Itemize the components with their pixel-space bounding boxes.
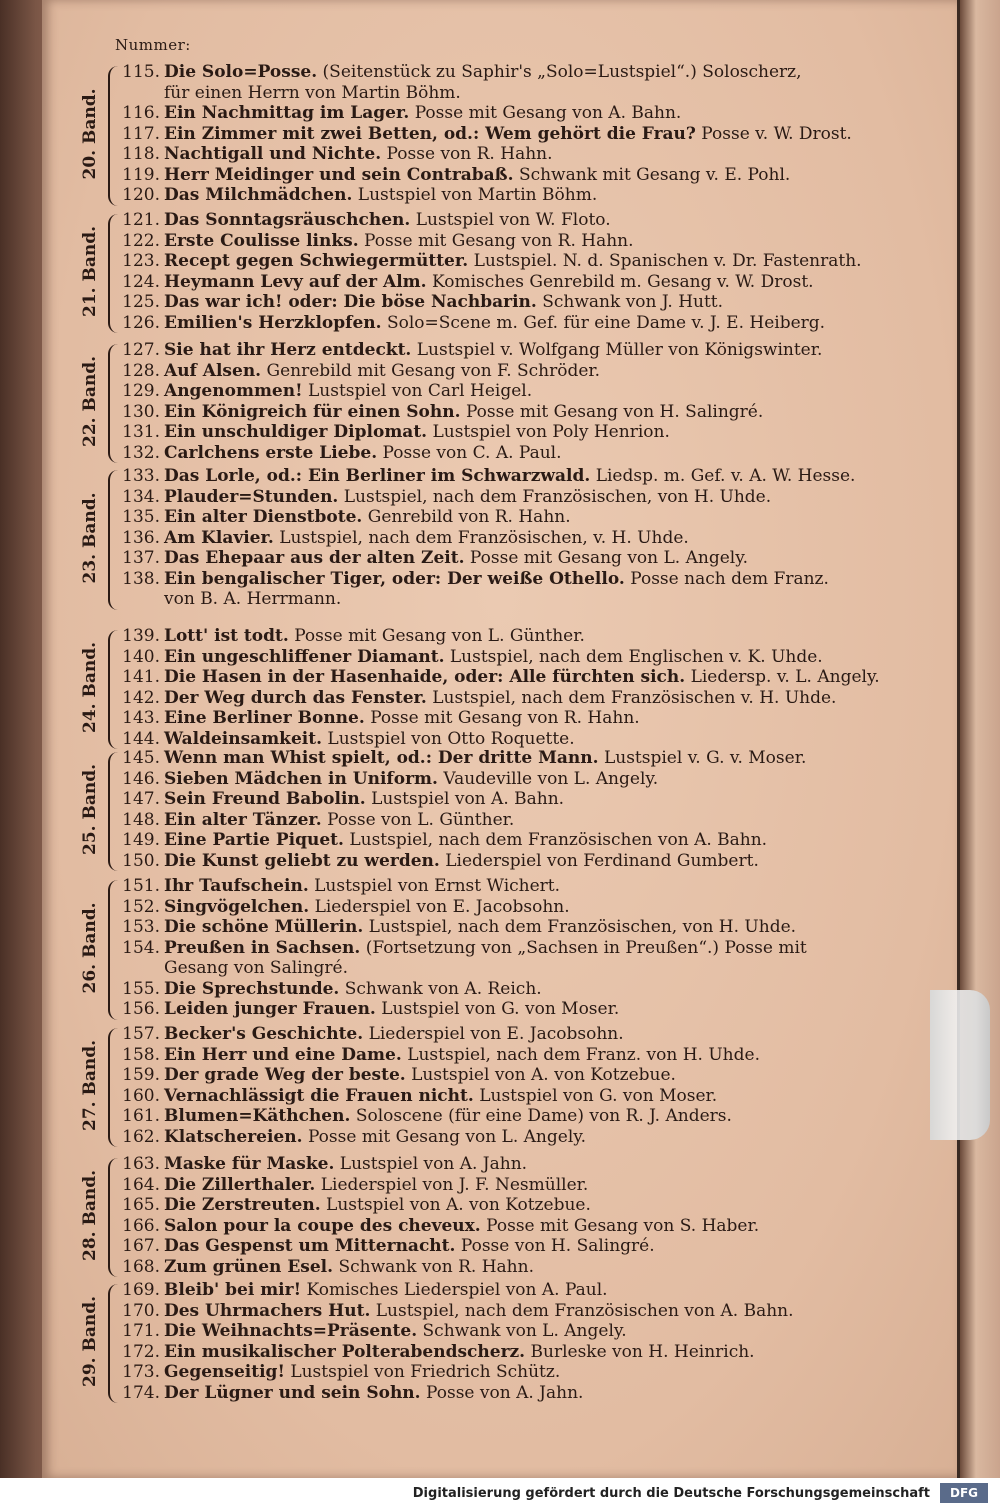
entry-title: Das Ehepaar aus der alten Zeit. — [164, 548, 465, 568]
catalog-entry — [118, 103, 920, 123]
catalog-entry — [118, 1106, 920, 1126]
entry-title: Des Uhrmachers Hut. — [164, 1300, 371, 1321]
entry-number: 141. — [122, 667, 160, 687]
entry-description: Lustspiel. N. d. Spanischen v. Dr. Fastenrath. — [473, 251, 862, 271]
catalog-entry — [118, 1154, 920, 1174]
entry-title: Eine Berliner Bonne. — [164, 708, 365, 728]
entry-number: 170. — [122, 1300, 160, 1321]
entry-title: Waldeinsamkeit. — [164, 728, 323, 749]
entry-title: Klatschereien. — [164, 1126, 303, 1147]
entry-description: (Seitenstück zu Saphir's „Solo=Lustspiel“.) Soloscherz, — [322, 62, 802, 82]
entry-title: Die Zillerthaler. — [164, 1174, 316, 1195]
entry-title: Lott' ist todt. — [164, 626, 289, 646]
entry-description: Lustspiel, nach dem Franz. von H. Uhde. — [407, 1044, 760, 1065]
entry-description: Posse von A. Jahn. — [426, 1382, 584, 1403]
band-group — [80, 1154, 820, 1277]
catalog-entry — [118, 402, 920, 422]
footer-credit: Digitalisierung gefördert durch die Deutsche Forschungsgemeinschaft — [412, 1486, 930, 1501]
entry-number: 132. — [122, 442, 160, 463]
band-group — [80, 1024, 820, 1147]
entry-title: Ein Zimmer mit zwei Betten, od.: Wem gehört die Frau? — [164, 123, 696, 144]
entry-description: Lustspiel von A. von Kotzebue. — [411, 1065, 676, 1085]
entry-title: Ein unschuldiger Diplomat. — [164, 422, 428, 442]
catalog-entry — [118, 231, 920, 251]
band-group — [80, 626, 880, 749]
entry-title: Wenn man Whist spielt, od.: Der dritte Mann. — [164, 748, 599, 768]
catalog-entry — [118, 626, 920, 646]
entry-number: 118. — [122, 144, 160, 164]
entry-description: Lustspiel von A. Jahn. — [339, 1154, 528, 1174]
entry-number: 144. — [122, 728, 160, 749]
entry-description: Lustspiel, nach dem Französischen von A. Bahn. — [375, 1300, 794, 1321]
entry-number: 128. — [122, 360, 160, 381]
entry-number: 168. — [122, 1256, 160, 1277]
entry-description: Lustspiel von A. Bahn. — [371, 789, 565, 809]
entry-description: Posse mit Gesang von R. Hahn. — [370, 708, 640, 728]
page-clip-tab — [930, 990, 990, 1140]
entry-description: Lustspiel von Friedrich Schütz. — [290, 1362, 561, 1382]
catalog-entry — [118, 507, 920, 527]
catalog-entry — [118, 1216, 920, 1236]
entry-description: Schwank von J. Hutt. — [542, 292, 724, 312]
entry-description: Burleske von H. Heinrich. — [530, 1341, 755, 1362]
entry-description: Schwank von R. Hahn. — [338, 1256, 534, 1277]
entry-description: Lustspiel, nach dem Französischen, v. H. Uhde. — [279, 527, 689, 548]
catalog-entry — [118, 443, 920, 463]
band-group — [80, 340, 823, 463]
entry-number: 140. — [122, 646, 160, 667]
catalog-entry — [118, 1065, 920, 1085]
entry-number: 122. — [122, 230, 160, 251]
entry-number: 142. — [122, 687, 160, 708]
entry-number: 166. — [122, 1215, 160, 1236]
catalog-entry — [118, 1301, 920, 1321]
entry-title: Der grade Weg der beste. — [164, 1065, 406, 1085]
entry-description: Liedersp. v. L. Angely. — [690, 667, 880, 687]
band-label: 27. Band. — [80, 1039, 100, 1132]
entry-description: Lustspiel, nach dem Französischen, von H. Uhde. — [368, 917, 797, 937]
entry-title: Die Zerstreuten. — [164, 1195, 321, 1215]
band-group — [80, 876, 820, 1020]
entry-description: Genrebild von R. Hahn. — [367, 507, 571, 527]
entry-number: 116. — [122, 103, 160, 123]
entry-number: 115. — [122, 62, 160, 82]
entry-description: Komisches Liederspiel von A. Paul. — [306, 1280, 608, 1300]
entry-title: Die Hasen in der Hasenhaide, oder: Alle fürchten sich. — [164, 667, 686, 687]
entry-title: Das Lorle, od.: Ein Berliner im Schwarzwald. — [164, 466, 591, 486]
catalog-entry — [118, 1024, 920, 1044]
entry-description: Lustspiel von Ernst Wichert. — [314, 876, 561, 896]
band-label: 22. Band. — [80, 355, 100, 448]
band-label: 29. Band. — [80, 1295, 100, 1388]
entry-number: 139. — [122, 626, 160, 646]
entry-number: 160. — [122, 1085, 160, 1106]
entry-number: 136. — [122, 527, 160, 548]
entry-title: Erste Coulisse links. — [164, 230, 359, 251]
entry-description: Liedsp. m. Gef. v. A. W. Hesse. — [595, 466, 856, 486]
band-group — [80, 62, 852, 206]
entry-description: Liederspiel von J. F. Nesmüller. — [320, 1174, 589, 1195]
entry-number: 161. — [122, 1106, 160, 1126]
catalog-entry — [118, 1236, 920, 1256]
catalog-entry — [118, 144, 920, 164]
entry-number: 155. — [122, 978, 160, 999]
entry-number: 131. — [122, 422, 160, 442]
entry-title: Sieben Mädchen in Uniform. — [164, 768, 438, 789]
entry-number: 133. — [122, 466, 160, 486]
entry-number: 150. — [122, 850, 160, 871]
entry-title: Das war ich! oder: Die böse Nachbarin. — [164, 292, 537, 312]
catalog-entry — [118, 1195, 920, 1215]
entry-title: Heymann Levy auf der Alm. — [164, 271, 427, 292]
entry-description: Genrebild mit Gesang von F. Schröder. — [266, 360, 601, 381]
entry-number: 151. — [122, 876, 160, 896]
entry-description: Lustspiel, nach dem Französischen, von H. Uhde. — [343, 486, 772, 507]
entry-number: 120. — [122, 185, 160, 205]
entry-title: Singvögelchen. — [164, 896, 310, 917]
catalog-entry — [118, 979, 920, 999]
entry-number: 130. — [122, 401, 160, 422]
entry-description: Posse mit Gesang von L. Angely. — [469, 548, 748, 568]
catalog-entry — [118, 851, 920, 871]
catalog-entry — [118, 708, 920, 728]
entry-title: Becker's Geschichte. — [164, 1024, 364, 1044]
entry-number: 164. — [122, 1174, 160, 1195]
entry-description: Vaudeville von L. Angely. — [443, 768, 659, 789]
catalog-entry — [118, 1362, 920, 1382]
entry-title: Salon pour la coupe des cheveux. — [164, 1215, 481, 1236]
entry-number: 163. — [122, 1154, 160, 1174]
entry-description: Schwank mit Gesang v. E. Pohl. — [518, 164, 791, 185]
catalog-entry — [118, 917, 920, 937]
entry-number: 171. — [122, 1321, 160, 1341]
entry-description: Lustspiel v. Wolfgang Müller von Königswinter. — [416, 340, 823, 360]
entry-description: Soloscene (für eine Dame) von R. J. Anders. — [355, 1106, 732, 1126]
entry-title: Herr Meidinger und sein Contrabaß. — [164, 164, 514, 185]
entry-title: Das Milchmädchen. — [164, 185, 353, 205]
entry-number: 149. — [122, 830, 160, 850]
entry-number: 154. — [122, 937, 160, 958]
entry-description: Lustspiel von Otto Roquette. — [327, 728, 575, 749]
entry-description: Lustspiel von W. Floto. — [415, 210, 611, 230]
band-group — [80, 748, 820, 871]
catalog-entry — [118, 381, 920, 401]
catalog-entry — [118, 999, 920, 1019]
catalog-entry — [118, 876, 920, 896]
catalog-entry — [118, 340, 920, 360]
entry-title: Ein Nachmittag im Lager. — [164, 103, 410, 123]
entry-title: Carlchens erste Liebe. — [164, 442, 378, 463]
entry-title: Emilien's Herzklopfen. — [164, 312, 382, 333]
entry-number: 117. — [122, 123, 160, 144]
entry-title: Der Lügner und sein Sohn. — [164, 1382, 421, 1403]
entry-number: 156. — [122, 999, 160, 1019]
entry-title: Sein Freund Babolin. — [164, 789, 366, 809]
entry-title: Eine Partie Piquet. — [164, 830, 344, 850]
entry-description: Posse von H. Salingré. — [460, 1236, 655, 1256]
catalog-entry — [118, 1045, 920, 1065]
book-edge-right — [960, 0, 1000, 1509]
catalog-entry — [118, 938, 920, 958]
catalog-entry — [118, 667, 920, 687]
entry-title: Ein musikalischer Polterabendscherz. — [164, 1341, 526, 1362]
entry-title: Die Kunst geliebt zu werden. — [164, 850, 440, 871]
entry-number: 137. — [122, 548, 160, 568]
entry-number: 126. — [122, 312, 160, 333]
entry-number: 127. — [122, 340, 160, 360]
entry-description: Posse von R. Hahn. — [386, 144, 553, 164]
catalog-entry — [118, 1342, 920, 1362]
entry-description: Liederspiel von Ferdinand Gumbert. — [445, 850, 759, 871]
catalog-entry — [118, 897, 920, 917]
catalog-entry — [118, 769, 920, 789]
entry-description: Lustspiel, nach dem Französischen von A. Bahn. — [349, 830, 768, 850]
catalog-entry — [118, 748, 920, 768]
entry-description: Lustspiel von Poly Henrion. — [432, 422, 670, 442]
entry-description: Posse von C. A. Paul. — [382, 442, 562, 463]
entry-number: 134. — [122, 486, 160, 507]
digitization-footer — [0, 1478, 1000, 1509]
entry-description: Posse mit Gesang von S. Haber. — [486, 1215, 760, 1236]
entry-title: Leiden junger Frauen. — [164, 999, 376, 1019]
entry-description: Lustspiel, nach dem Englischen v. K. Uhde. — [449, 646, 823, 667]
entry-description: Liederspiel von E. Jacobsohn. — [368, 1024, 624, 1044]
entry-description: Lustspiel, nach dem Französischen v. H. Uhde. — [432, 687, 837, 708]
catalog-entry — [118, 1175, 920, 1195]
entry-title: Gegenseitig! — [164, 1362, 285, 1382]
band-label: 24. Band. — [80, 641, 100, 734]
catalog-entry — [118, 422, 920, 442]
entry-title: Ein Königreich für einen Sohn. — [164, 401, 461, 422]
entry-description: Posse mit Gesang von H. Salingré. — [465, 401, 764, 422]
band-group — [80, 210, 862, 333]
entry-number: 153. — [122, 917, 160, 937]
entry-number: 147. — [122, 789, 160, 809]
entry-title: Das Sonntagsräuschchen. — [164, 210, 411, 230]
entry-title: Ein Herr und eine Dame. — [164, 1044, 402, 1065]
entry-number: 123. — [122, 251, 160, 271]
entry-number: 121. — [122, 210, 160, 230]
band-label: 25. Band. — [80, 763, 100, 856]
catalog-entry — [118, 688, 920, 708]
catalog-entry — [118, 548, 920, 568]
catalog-entry — [118, 569, 920, 589]
catalog-entry — [118, 528, 920, 548]
entry-number: 152. — [122, 896, 160, 917]
catalog-entry — [118, 647, 920, 667]
entry-description: Schwank von A. Reich. — [344, 978, 542, 999]
catalog-entry — [118, 165, 920, 185]
entry-description: Lustspiel von G. von Moser. — [479, 1085, 718, 1106]
entry-title: Nachtigall und Nichte. — [164, 144, 382, 164]
entry-description: Posse mit Gesang von R. Hahn. — [364, 230, 634, 251]
catalog-entry — [118, 185, 920, 205]
entry-description: Solo=Scene m. Gef. für eine Dame v. J. E. Heiberg. — [386, 312, 826, 333]
catalog-entry — [118, 1383, 920, 1403]
entry-title: Die Sprechstunde. — [164, 978, 340, 999]
entry-title: Die Solo=Posse. — [164, 62, 318, 82]
entry-number: 135. — [122, 507, 160, 527]
entry-title: Maske für Maske. — [164, 1154, 335, 1174]
entry-title: Ein ungeschliffener Diamant. — [164, 646, 445, 667]
entry-title: Die schöne Müllerin. — [164, 917, 364, 937]
entry-title: Ein alter Dienstbote. — [164, 507, 363, 527]
catalog-entry — [118, 1086, 920, 1106]
band-label: 21. Band. — [80, 225, 100, 318]
entry-title: Das Gespenst um Mitternacht. — [164, 1236, 456, 1256]
entry-number: 157. — [122, 1024, 160, 1044]
catalog-entry — [118, 789, 920, 809]
entry-number: 143. — [122, 708, 160, 728]
entry-description: Posse v. W. Drost. — [701, 123, 852, 144]
entry-description: Liederspiel von E. Jacobsohn. — [314, 896, 570, 917]
catalog-entry — [118, 1127, 920, 1147]
entry-number: 138. — [122, 568, 160, 589]
entry-number: 124. — [122, 271, 160, 292]
entry-title: Zum grünen Esel. — [164, 1256, 334, 1277]
entry-description: Lustspiel von Martin Böhm. — [357, 185, 598, 205]
band-group — [80, 466, 856, 610]
column-header: Nummer: — [115, 36, 191, 54]
entry-title: Auf Alsen. — [164, 360, 262, 381]
entry-description: Posse von L. Günther. — [327, 809, 515, 830]
entry-title: Bleib' bei mir! — [164, 1280, 302, 1300]
entry-description: Posse nach dem Franz. — [630, 568, 829, 589]
catalog-entry — [118, 1257, 920, 1277]
catalog-entry — [118, 487, 920, 507]
entry-number: 129. — [122, 381, 160, 401]
entry-description: Schwank von L. Angely. — [422, 1321, 627, 1341]
entry-title: Recept gegen Schwiegermütter. — [164, 251, 469, 271]
entry-title: Plauder=Stunden. — [164, 486, 339, 507]
entry-continuation: von B. A. Herrmann. — [164, 589, 342, 609]
entry-title: Der Weg durch das Fenster. — [164, 687, 427, 708]
entry-number: 167. — [122, 1236, 160, 1256]
catalog-entry — [118, 1321, 920, 1341]
catalog-entry — [118, 62, 920, 82]
entry-continuation: Gesang von Salingré. — [164, 958, 349, 978]
catalog-entry — [118, 251, 920, 271]
entry-description: Lustspiel von A. von Kotzebue. — [326, 1195, 591, 1215]
entry-description: Posse mit Gesang von A. Bahn. — [414, 103, 682, 123]
entry-number: 158. — [122, 1044, 160, 1065]
entry-number: 145. — [122, 748, 160, 768]
entry-title: Sie hat ihr Herz entdeckt. — [164, 340, 412, 360]
band-label: 23. Band. — [80, 492, 100, 584]
catalog-entry — [118, 210, 920, 230]
entry-number: 148. — [122, 809, 160, 830]
entry-description: Komisches Genrebild m. Gesang v. W. Drost. — [432, 271, 814, 292]
entry-title: Am Klavier. — [164, 527, 274, 548]
entry-number: 173. — [122, 1362, 160, 1382]
entry-description: Lustspiel von Carl Heigel. — [307, 381, 533, 401]
entry-number: 174. — [122, 1382, 160, 1403]
entry-description: Lustspiel von G. von Moser. — [381, 999, 620, 1019]
catalog-entry — [118, 810, 920, 830]
entry-description: Posse mit Gesang von L. Angely. — [307, 1126, 587, 1147]
entry-number: 165. — [122, 1195, 160, 1215]
entry-title: Ein alter Tänzer. — [164, 809, 322, 830]
band-label: 20. Band. — [80, 88, 100, 180]
entry-number: 162. — [122, 1126, 160, 1147]
band-label: 28. Band. — [80, 1169, 100, 1262]
catalog-entry — [118, 830, 920, 850]
entry-number: 125. — [122, 292, 160, 312]
entry-description: Posse mit Gesang von L. Günther. — [294, 626, 585, 646]
catalog-entry — [118, 124, 920, 144]
catalog-entry — [118, 361, 920, 381]
entry-number: 146. — [122, 768, 160, 789]
band-label: 26. Band. — [80, 902, 100, 994]
dfg-logo: DFG — [940, 1483, 988, 1503]
band-group — [80, 1280, 820, 1403]
entry-number: 169. — [122, 1280, 160, 1300]
entry-number: 172. — [122, 1341, 160, 1362]
catalog-entry — [118, 1280, 920, 1300]
entry-title: Angenommen! — [164, 381, 303, 401]
entry-title: Ein bengalischer Tiger, oder: Der weiße Othello. — [164, 568, 625, 589]
entry-continuation: für einen Herrn von Martin Böhm. — [164, 82, 461, 103]
entry-number: 119. — [122, 164, 160, 185]
entry-title: Die Weihnachts=Präsente. — [164, 1321, 418, 1341]
entry-description: Lustspiel v. G. v. Moser. — [603, 748, 807, 768]
entry-description: (Fortsetzung von „Sachsen in Preußen“.) Posse mit — [365, 937, 807, 958]
catalog-entry — [118, 729, 920, 749]
catalog-entry — [118, 292, 920, 312]
catalog-entry — [118, 466, 920, 486]
catalog-entry — [118, 313, 920, 333]
entry-title: Ihr Taufschein. — [164, 876, 309, 896]
entry-title: Blumen=Käthchen. — [164, 1106, 351, 1126]
entry-title: Vernachlässigt die Frauen nicht. — [164, 1085, 474, 1106]
entry-number: 159. — [122, 1065, 160, 1085]
entry-title: Preußen in Sachsen. — [164, 937, 361, 958]
catalog-entry — [118, 272, 920, 292]
